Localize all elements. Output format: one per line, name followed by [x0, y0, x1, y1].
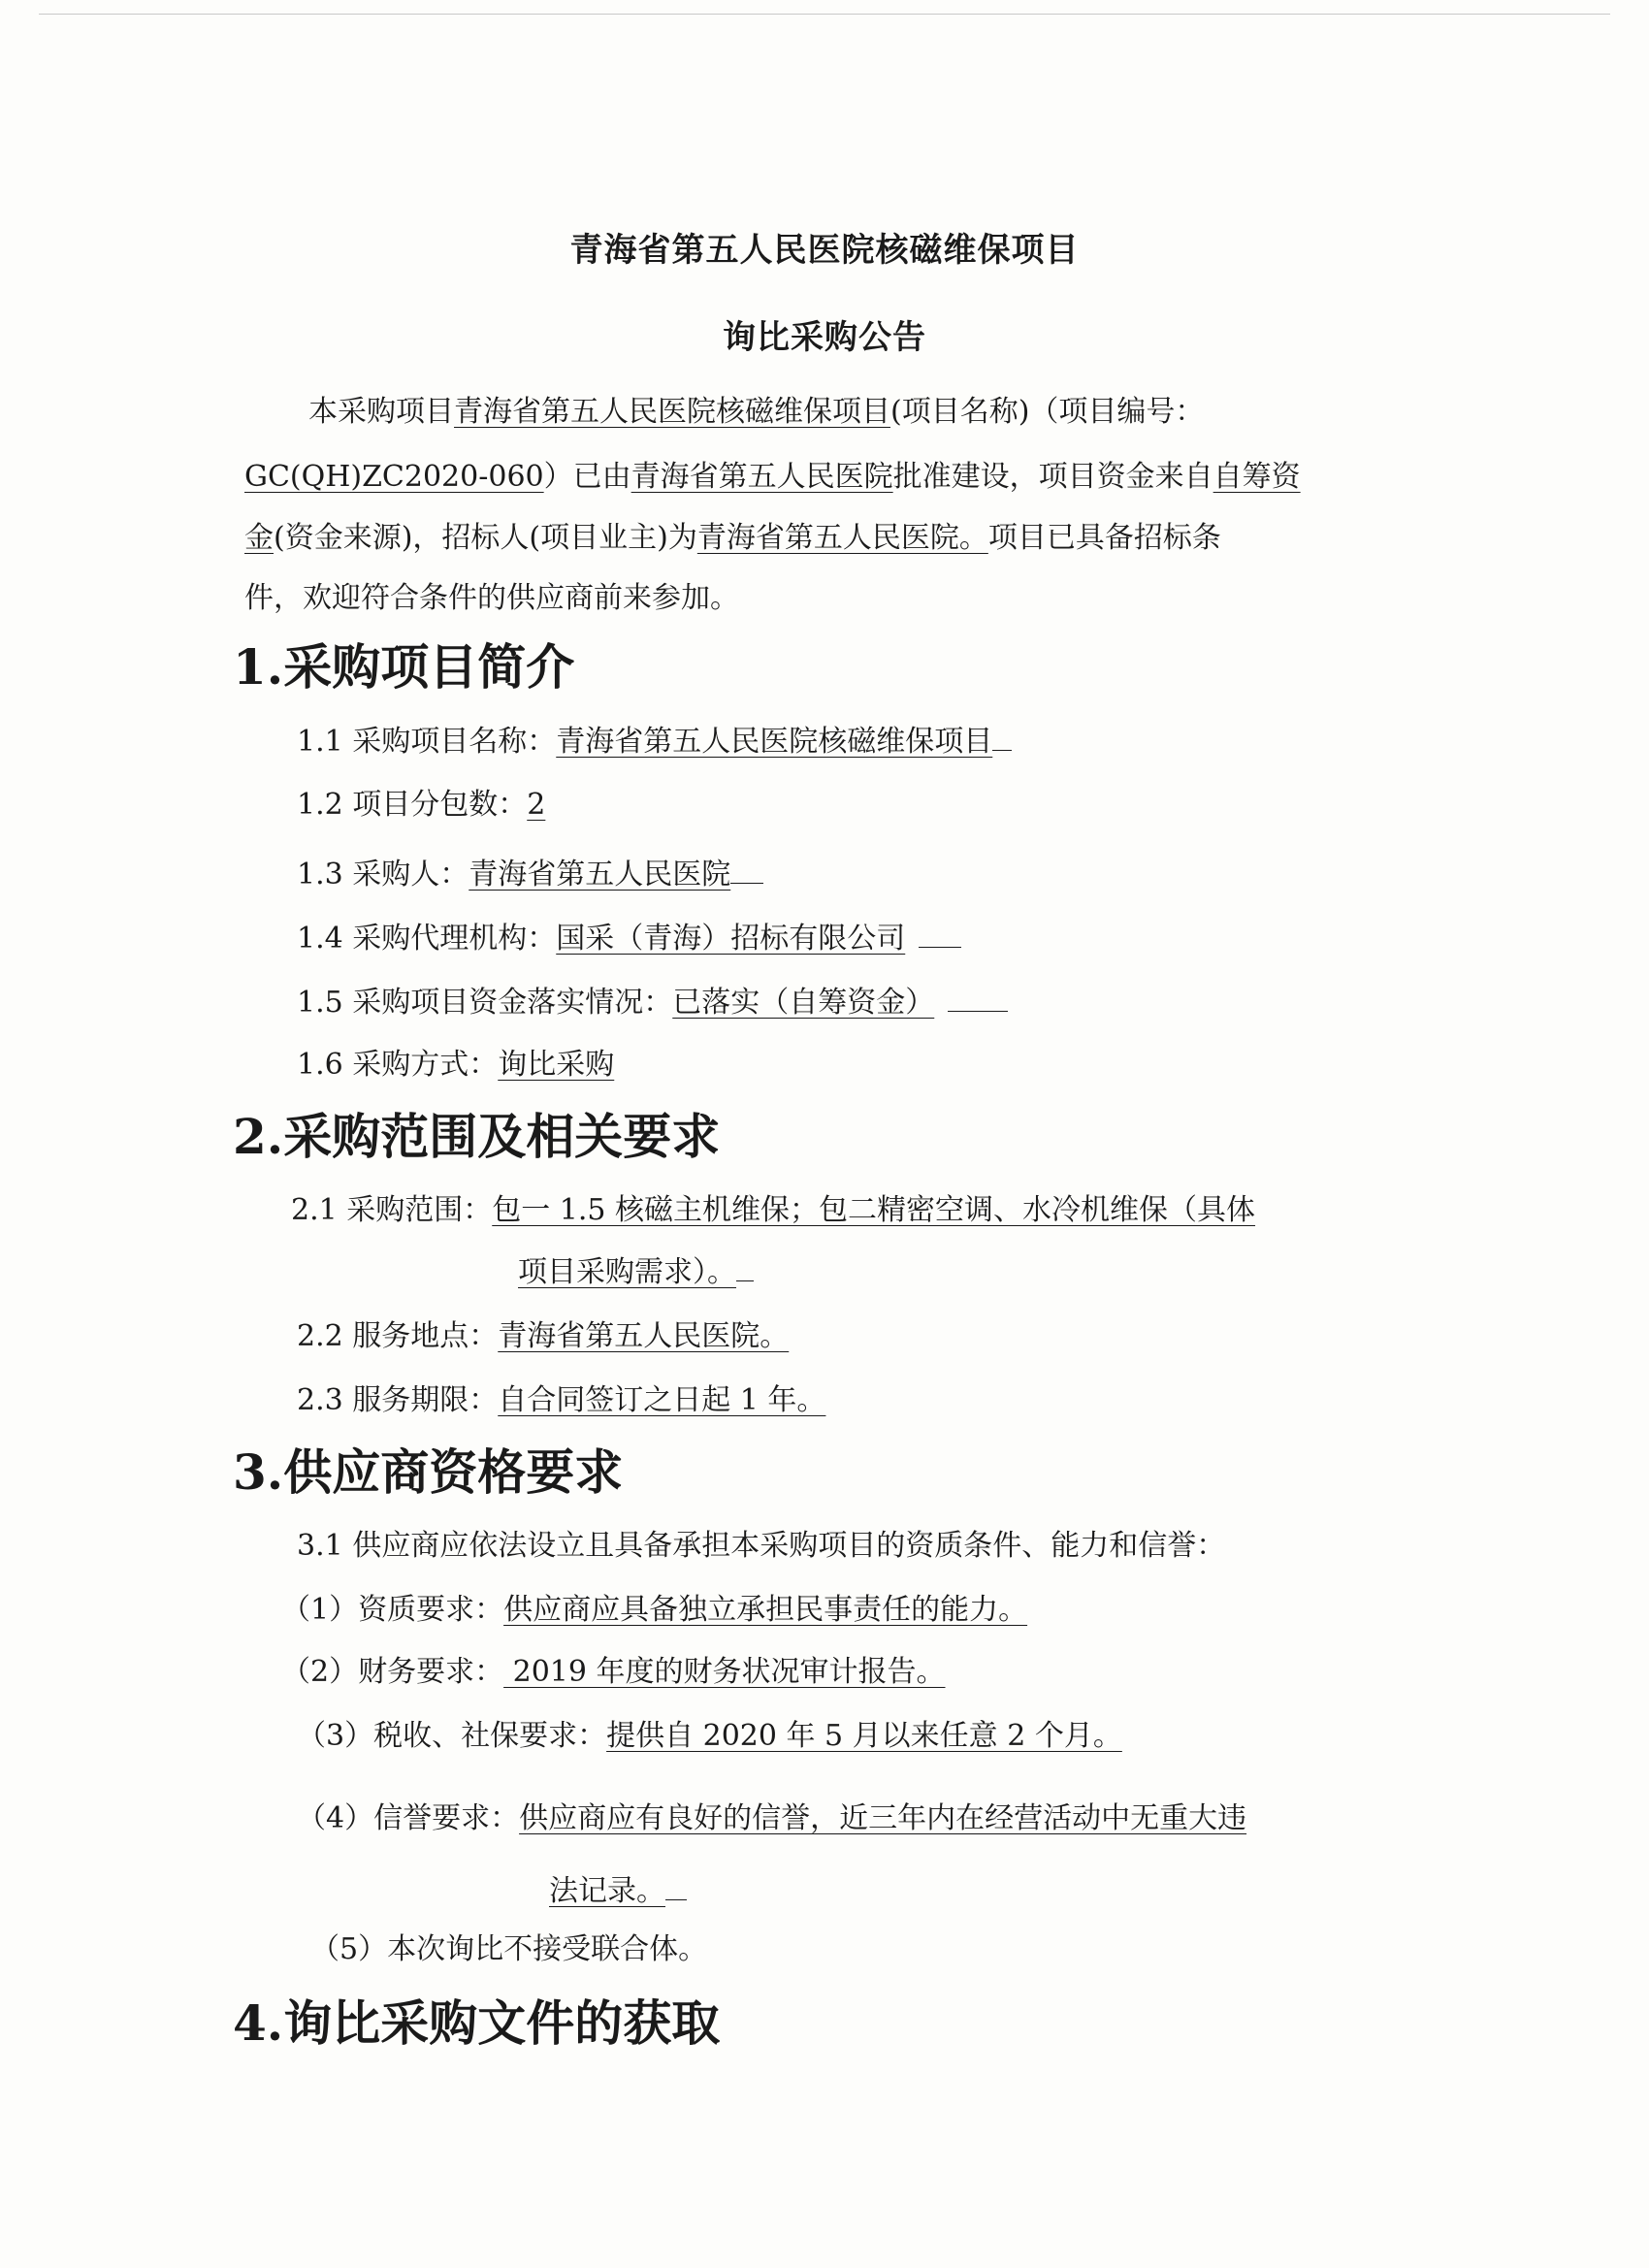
- document-subtitle: 询比采购公告: [723, 318, 926, 357]
- qual-4: （4）信誉要求：供应商应有良好的信誉，近三年内在经营活动中无重大违: [297, 1801, 1247, 1835]
- intro-text: 本采购项目: [308, 395, 454, 429]
- intro-text: (项目名称)（项目编号：: [890, 395, 1205, 429]
- qual-4-cont: 法记录。: [549, 1872, 687, 1911]
- fund-source: 自筹资: [1212, 460, 1301, 494]
- qual-1: （1）资质要求：供应商应具备独立承担民事责任的能力。: [281, 1593, 1028, 1627]
- intro-text: (资金来源)，招标人(项目业主)为: [274, 521, 697, 555]
- tenderer: 青海省第五人民医院。: [696, 521, 988, 555]
- item-1-6: 1.6 采购方式：询比采购: [297, 1048, 615, 1082]
- qual-3: （3）税收、社保要求：提供自 2020 年 5 月以来任意 2 个月。: [297, 1719, 1122, 1753]
- intro-line-4: 件，欢迎符合条件的供应商前来参加。: [244, 581, 739, 615]
- qual-5: （5）本次询比不接受联合体。: [310, 1932, 708, 1966]
- item-1-5: 1.5 采购项目资金落实情况：已落实（自筹资金）: [297, 984, 1008, 1022]
- item-2-1: 2.1 采购范围：包一 1.5 核磁主机维保；包二精密空调、水冷机维保（具体: [291, 1193, 1256, 1227]
- section-4-heading: 4.询比采购文件的获取: [233, 1994, 721, 2052]
- item-2-3: 2.3 服务期限：自合同签订之日起 1 年。: [297, 1383, 826, 1417]
- item-2-2: 2.2 服务地点：青海省第五人民医院。: [297, 1319, 790, 1353]
- document-title: 青海省第五人民医院核磁维保项目: [569, 231, 1080, 270]
- item-1-4: 1.4 采购代理机构：国采（青海）招标有限公司: [297, 920, 961, 958]
- item-3-1: 3.1 供应商应依法设立且具备承担本采购项目的资质条件、能力和信誉：: [297, 1529, 1226, 1563]
- section-1-heading: 1.采购项目简介: [233, 638, 575, 696]
- section-3-heading: 3.供应商资格要求: [233, 1443, 624, 1501]
- intro-text: ）已由: [543, 460, 631, 494]
- project-number: GC(QH)ZC2020-060: [244, 460, 544, 494]
- item-1-1: 1.1 采购项目名称：青海省第五人民医院核磁维保项目: [297, 723, 1012, 761]
- intro-line-3: [244, 519, 1221, 558]
- intro-text: 项目已具备招标条: [987, 521, 1221, 555]
- qual-2: （2）财务要求： 2019 年度的财务状况审计报告。: [281, 1655, 946, 1689]
- intro-line-1: [308, 393, 1204, 432]
- intro-text: 批准建设，项目资金来自: [892, 460, 1213, 494]
- approver: 青海省第五人民医院: [630, 460, 893, 494]
- scan-edge-line: [39, 14, 1610, 15]
- intro-line-2: [244, 458, 1301, 497]
- item-1-2: 1.2 项目分包数：2: [297, 788, 546, 822]
- section-2-heading: 2.采购范围及相关要求: [233, 1108, 721, 1165]
- item-1-3: 1.3 采购人：青海省第五人民医院: [297, 856, 763, 894]
- fund-source-cont: 金: [244, 521, 274, 555]
- project-name: 青海省第五人民医院核磁维保项目: [454, 395, 890, 429]
- item-2-1-cont: 项目采购需求）。: [518, 1253, 754, 1292]
